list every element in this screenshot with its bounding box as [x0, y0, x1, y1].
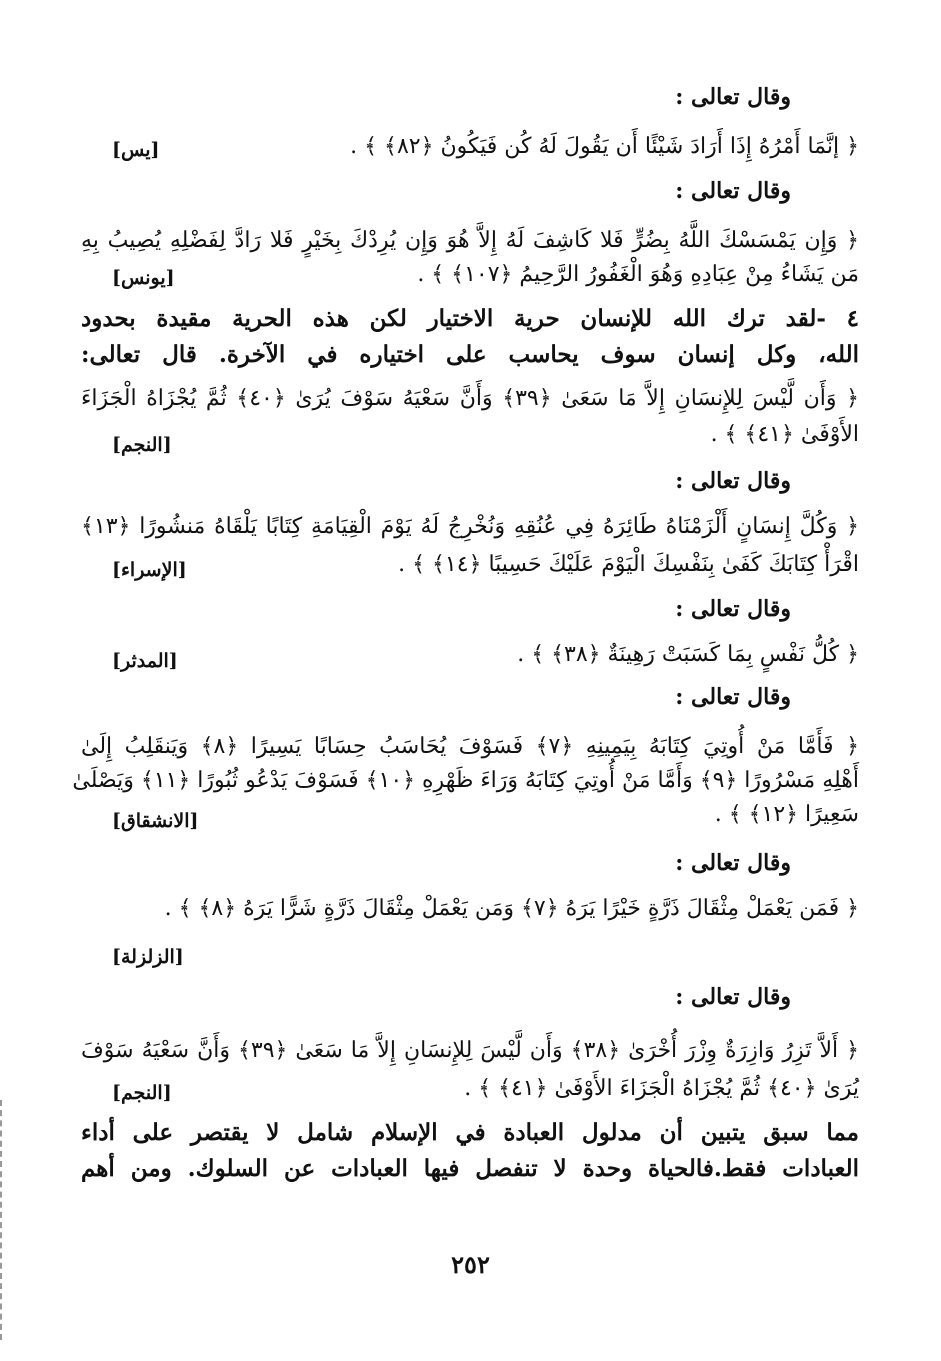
scan-margin-marks	[0, 1100, 8, 1340]
intro-line: وقال تعالى :	[675, 596, 791, 622]
surah-reference: [الإسراء]	[112, 559, 187, 581]
body-paragraph-line: العبادات فقط.فالحياة وحدة لا تنفصل فيها العبادات عن السلوك. ومن أهم	[81, 1155, 859, 1182]
surah-reference: [الزلزلة]	[112, 946, 184, 968]
verse-line: ﴿ كُلُّ نَفْسٍ بِمَا كَسَبَتْ رَهِينَةٌ ﴿٣٨﴾ ﴾ .	[517, 642, 859, 667]
verse-line: اقْرَأْ كِتَابَكَ كَفَىٰ بِنَفْسِكَ الْيَوْمَ عَلَيْكَ حَسِيبًا ﴿١٤﴾ ﴾ .	[398, 552, 859, 577]
verse-line: ﴿ أَلاَّ تَزِرُ وَازِرَةٌ وِزْرَ أُخْرَىٰ ﴿٣٨﴾ وَأَن لَّيْسَ لِلإِنسَانِ إِلاَّ مَا سَعَىٰ ﴿٣٩﴾ وَأَنَّ سَعْيَهُ سَوْفَ	[81, 1038, 859, 1063]
surah-reference: [النجم]	[112, 434, 172, 456]
verse-line: أَهْلِهِ مَسْرُورًا ﴿٩﴾ وَأَمَّا مَنْ أُوتِيَ كِتَابَهُ وَرَاءَ ظَهْرِهِ ﴿١٠﴾ فَسَوْفَ يَدْعُو ثُبُورًا ﴿١١﴾ وَيَصْلَىٰ	[72, 768, 859, 793]
intro-line: وقال تعالى :	[675, 984, 791, 1010]
intro-line: وقال تعالى :	[675, 84, 791, 110]
body-paragraph-line: الله، وكل إنسان سوف يحاسب على اختياره في الآخرة. قال تعالى:	[81, 341, 859, 368]
surah-reference: [المدثر]	[112, 650, 178, 672]
verse-line: ﴿ إنَّمَا أَمْرُهُ إِذَا أَرَادَ شَيْئًا أَن يَقُولَ لَهُ كُن فَيَكُونُ ﴿٨٢﴾ ﴾ .	[350, 134, 859, 159]
body-paragraph-line: ٤ -لقد ترك الله للإنسان حرية الاختيار لكن هذه الحرية مقيدة بحدود	[81, 305, 859, 332]
verse-line: يُرَىٰ ﴿٤٠﴾ ثُمَّ يُجْزَاهُ الْجَزَاءَ الأَوْفَىٰ ﴿٤١﴾ ﴾ .	[464, 1076, 859, 1101]
body-paragraph-line: مما سبق يتبين أن مدلول العبادة في الإسلام شامل لا يقتصر على أداء	[81, 1119, 859, 1146]
intro-line: وقال تعالى :	[675, 468, 791, 494]
surah-reference: [يونس]	[112, 267, 175, 289]
verse-line: ﴿ فَأَمَّا مَنْ أُوتِيَ كِتَابَهُ بِيَمِينِهِ ﴿٧﴾ فَسَوْفَ يُحَاسَبُ حِسَابًا يَسِيرًا ﴿٨﴾ وَيَنقَلِبُ إِلَىٰ	[81, 734, 859, 759]
verse-line: الأَوْفَىٰ ﴿٤١﴾ ﴾ .	[710, 422, 859, 447]
surah-reference: [يس]	[112, 139, 160, 161]
verse-line: سَعِيرًا ﴿١٢﴾ ﴾ .	[714, 802, 859, 827]
surah-reference: [النجم]	[112, 1082, 172, 1104]
verse-line: ﴿ وَكُلَّ إِنسَانٍ أَلْزَمْنَاهُ طَائِرَهُ فِي عُنُقِهِ وَنُخْرِجُ لَهُ يَوْمَ الْقِيَامَةِ كِتَابًا يَلْقَاهُ مَنشُورًا ﴿١٣﴾	[81, 514, 859, 539]
verse-line: ﴿ فَمَن يَعْمَلْ مِثْقَالَ ذَرَّةٍ خَيْرًا يَرَهُ ﴿٧﴾ وَمَن يَعْمَلْ مِثْقَالَ ذَرَّةٍ شَرًّا يَرَهُ ﴿٨﴾ ﴾ .	[164, 896, 859, 921]
intro-line: وقال تعالى :	[675, 684, 791, 710]
intro-line: وقال تعالى :	[675, 178, 791, 204]
intro-line: وقال تعالى :	[675, 850, 791, 876]
verse-line: مَن يَشَاءُ مِنْ عِبَادِهِ وَهُوَ الْغَفُورُ الرَّحِيمُ ﴿١٠٧﴾ ﴾ .	[417, 262, 859, 287]
verse-line: ﴿ وَأَن لَّيْسَ لِلإِنسَانِ إِلاَّ مَا سَعَىٰ ﴿٣٩﴾ وَأَنَّ سَعْيَهُ سَوْفَ يُرَىٰ ﴿٤٠﴾ ثُمَّ يُجْزَاهُ الْجَزَاءَ	[81, 386, 859, 411]
verse-line: ﴿ وَإِن يَمْسَسْكَ اللَّهُ بِضُرٍّ فَلا كَاشِفَ لَهُ إِلاَّ هُوَ وَإِن يُرِدْكَ بِخَيْرٍ فَلا رَادَّ لِفَضْلِهِ يُصِيبُ بِهِ	[81, 228, 859, 253]
page-number: ٢٥٢	[451, 1250, 490, 1279]
surah-reference: [الانشقاق]	[112, 810, 199, 832]
